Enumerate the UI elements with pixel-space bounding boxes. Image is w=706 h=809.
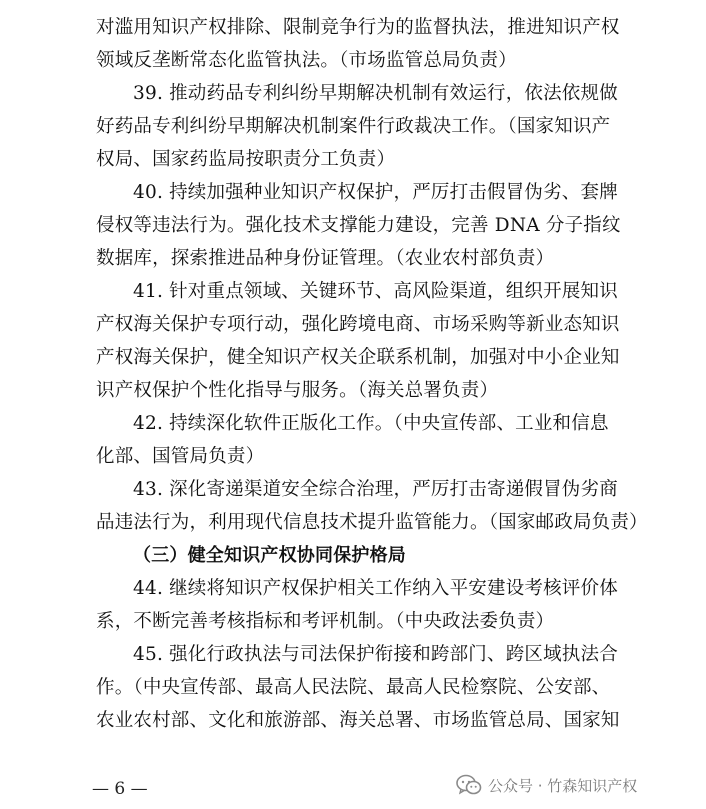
text-line: 权局、国家药监局按职责分工负责） — [96, 149, 396, 170]
text-line: 作。（中央宣传部、最高人民法院、最高人民检察院、公安部、 — [96, 677, 611, 698]
watermark-text: 公众号 · 竹森知识产权 — [488, 776, 638, 795]
text-line: 识产权保护个性化指导与服务。（海关总署负责） — [96, 380, 499, 401]
text-line: 品违法行为，利用现代信息技术提升监管能力。（国家邮政局负责） — [96, 512, 648, 533]
text-line: 数据库，探索推进品种身份证管理。（农业农村部负责） — [96, 248, 555, 269]
text-line: 43. 深化寄递渠道安全综合治理，严厉打击寄递假冒伪劣商 — [133, 479, 618, 500]
text-line: 化部、国管局负责） — [96, 446, 265, 467]
text-line: 45. 强化行政执法与司法保护衔接和跨部门、跨区域执法合 — [133, 644, 618, 665]
text-line: 42. 持续深化软件正版化工作。（中央宣传部、工业和信息 — [133, 413, 609, 434]
document-body — [96, 11, 648, 737]
text-line: 41. 针对重点领域、关键环节、高风险渠道，组织开展知识 — [133, 281, 618, 302]
watermark — [456, 772, 637, 798]
text-line: 侵权等违法行为。强化技术支撑能力建设，完善 DNA 分子指纹 — [96, 215, 621, 236]
page-number: — 6 — — [92, 779, 148, 799]
text-line: 产权海关保护，健全知识产权关企联系机制，加强对中小企业知 — [96, 347, 620, 368]
text-line: 44. 继续将知识产权保护相关工作纳入平安建设考核评价体 — [133, 578, 618, 599]
text-line: 39. 推动药品专利纠纷早期解决机制有效运行，依法依规做 — [133, 83, 618, 104]
text-line: 40. 持续加强种业知识产权保护，严厉打击假冒伪劣、套牌 — [133, 182, 618, 203]
text-line: 领域反垄断常态化监管执法。（市场监管总局负责） — [96, 50, 517, 71]
text-line: 对滥用知识产权排除、限制竞争行为的监督执法，推进知识产权 — [96, 17, 620, 38]
text-line: 系，不断完善考核指标和考评机制。（中央政法委负责） — [96, 611, 555, 632]
text-line: 产权海关保护专项行动，强化跨境电商、市场采购等新业态知识 — [96, 314, 620, 335]
text-line: 农业农村部、文化和旅游部、海关总署、市场监管总局、国家知 — [96, 710, 620, 731]
text-line: 好药品专利纠纷早期解决机制案件行政裁决工作。（国家知识产 — [96, 116, 611, 137]
section-heading: （三）健全知识产权协同保护格局 — [133, 545, 406, 566]
wechat-icon — [456, 773, 482, 797]
